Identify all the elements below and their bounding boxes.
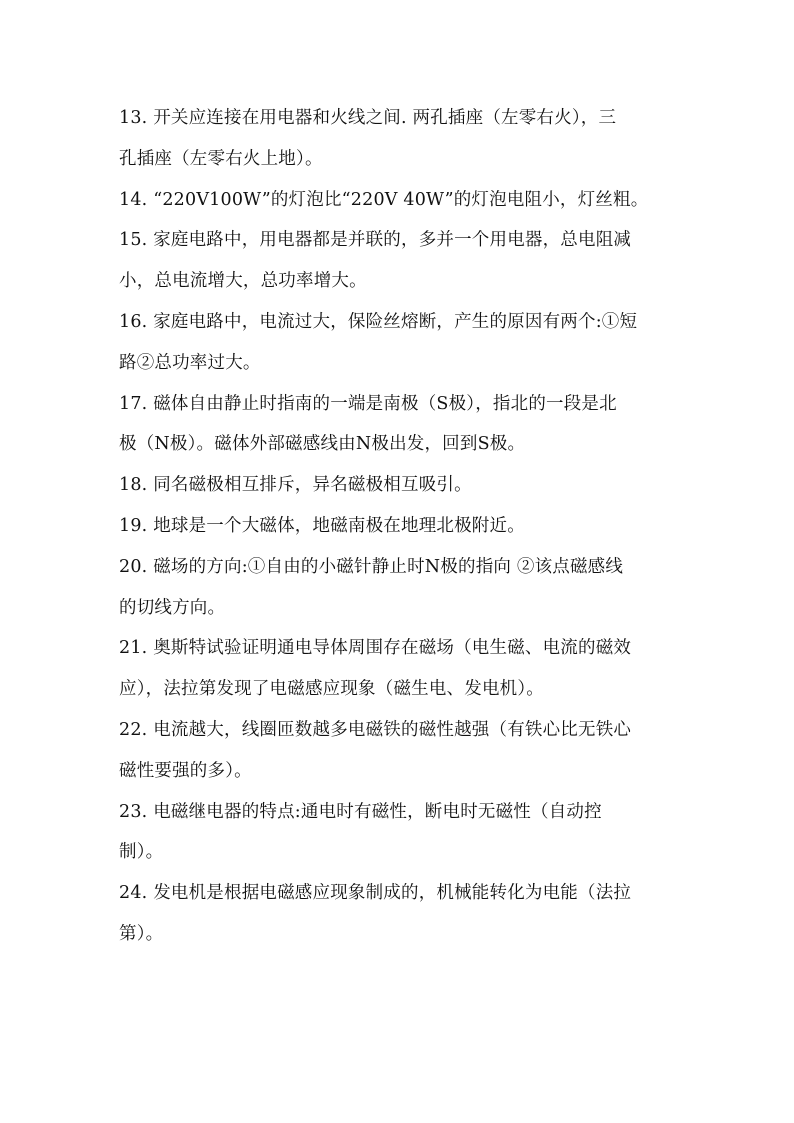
list-item bbox=[119, 220, 679, 302]
text-line: 13. 开关应连接在用电器和火线之间. 两孔插座（左零右火），三 bbox=[119, 108, 617, 128]
text-line: 16. 家庭电路中，电流过大，保险丝熔断，产生的原因有两个:①短 bbox=[119, 311, 638, 332]
list-item bbox=[119, 710, 679, 792]
text-line: 应），法拉第发现了电磁感应现象（磁生电、发电机）。 bbox=[119, 679, 544, 700]
text-line: 15. 家庭电路中，用电器都是并联的，多并一个用电器，总电阻减 bbox=[119, 230, 632, 251]
text-line: 极（N极）。磁体外部磁感线由N极出发，回到S极。 bbox=[119, 434, 526, 455]
text-line: 18. 同名磁极相互排斥，异名磁极相互吸引。 bbox=[119, 475, 472, 496]
list-item bbox=[119, 302, 679, 384]
list-item bbox=[119, 506, 679, 547]
list-item bbox=[119, 98, 679, 180]
text-line: 23. 电磁继电器的特点:通电时有磁性，断电时无磁性（自动控 bbox=[119, 801, 602, 822]
text-line: 21. 奥斯特试验证明通电导体周围存在磁场（电生磁、电流的磁效 bbox=[119, 638, 632, 659]
document-body bbox=[119, 98, 679, 955]
text-line: 制）。 bbox=[119, 842, 164, 863]
text-line: 小，总电流增大，总功率增大。 bbox=[119, 271, 367, 292]
text-line: 第）。 bbox=[119, 923, 164, 944]
text-line: 路②总功率过大。 bbox=[119, 352, 261, 373]
list-item bbox=[119, 465, 679, 506]
text-line: 22. 电流越大，线圈匝数越多电磁铁的磁性越强（有铁心比无铁心 bbox=[119, 719, 632, 740]
text-line: 14. “220V100W”的灯泡比“220V 40W”的灯泡电阻小，灯丝粗。 bbox=[119, 189, 649, 210]
text-line: 孔插座（左零右火上地）。 bbox=[119, 148, 323, 169]
text-line: 磁性要强的多）。 bbox=[119, 760, 252, 781]
list-item bbox=[119, 547, 679, 629]
text-line: 20. 磁场的方向:①自由的小磁针静止时N极的指向 ②该点磁感线 bbox=[119, 556, 624, 577]
text-line: 19. 地球是一个大磁体，地磁南极在地理北极附近。 bbox=[119, 515, 525, 536]
list-item bbox=[119, 384, 679, 466]
list-item bbox=[119, 180, 679, 221]
list-item bbox=[119, 792, 679, 874]
list-item bbox=[119, 873, 679, 955]
text-line: 17. 磁体自由静止时指南的一端是南极（S极），指北的一段是北 bbox=[119, 393, 617, 414]
text-line: 24. 发电机是根据电磁感应现象制成的，机械能转化为电能（法拉 bbox=[119, 883, 632, 904]
text-line: 的切线方向。 bbox=[119, 597, 226, 618]
list-item bbox=[119, 628, 679, 710]
